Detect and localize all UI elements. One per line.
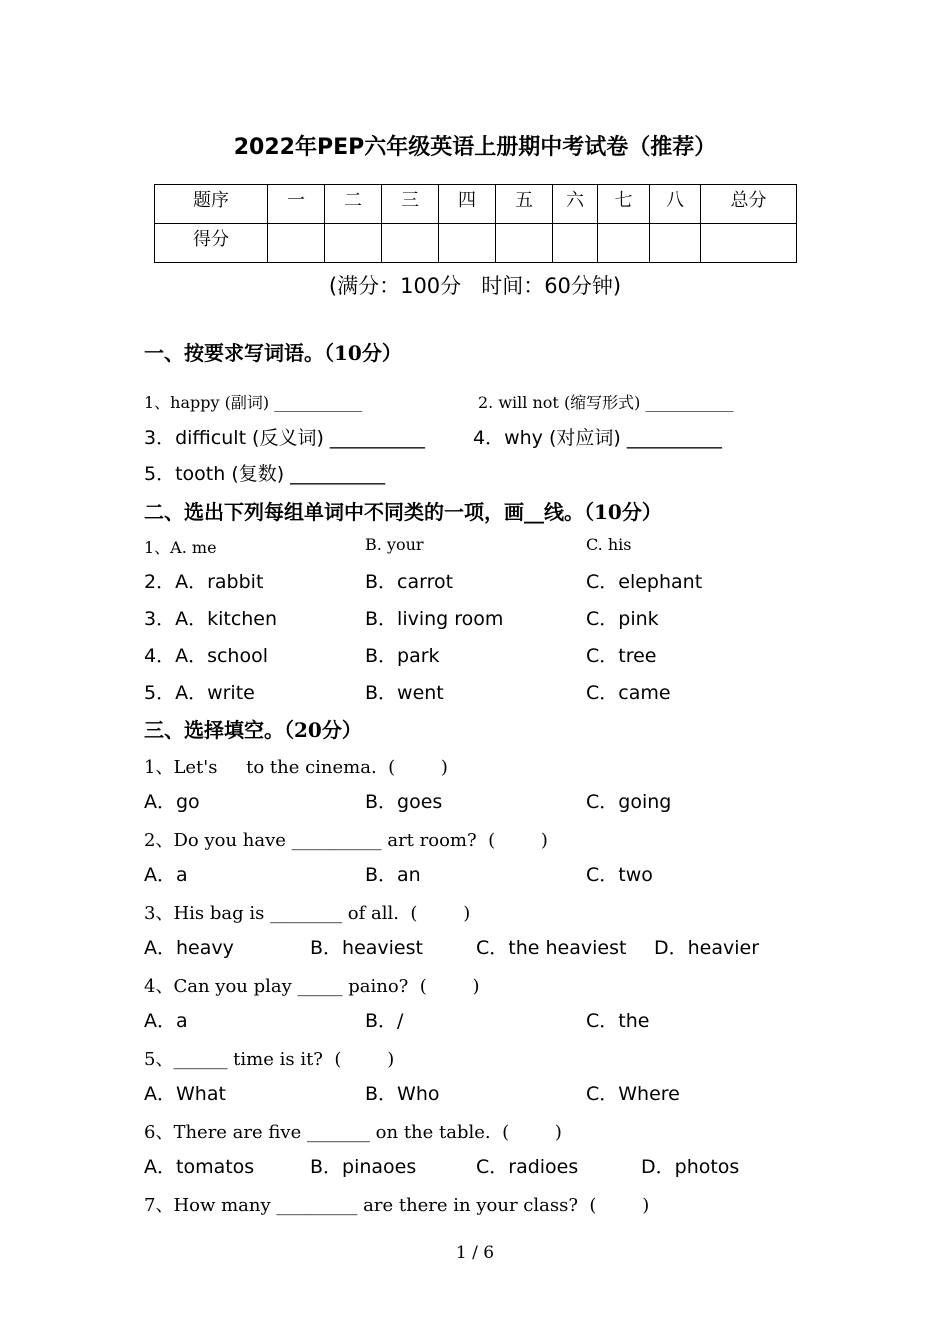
option-b: B．carrot xyxy=(365,571,454,593)
section-heading-3: 三、选择填空。（20分） xyxy=(144,718,362,742)
score-table xyxy=(154,184,797,263)
option-c: C．Where xyxy=(586,1083,680,1105)
score-cell xyxy=(496,224,553,263)
question-stem: 3、His bag is ________ of all. ( ) xyxy=(144,903,471,924)
option-c: C．two xyxy=(586,864,653,886)
page-number: 1 / 6 xyxy=(455,1243,495,1263)
score-cell xyxy=(701,224,797,263)
option-c: C．going xyxy=(586,791,672,813)
table-header-cell: 六 xyxy=(553,185,598,224)
question-stem: 4、Can you play _____ paino? ( ) xyxy=(144,976,480,997)
option-c: C．tree xyxy=(586,645,657,667)
option-c: C．the heaviest xyxy=(476,937,627,959)
option-b: B. your xyxy=(365,535,424,554)
option-a: 2．A．rabbit xyxy=(144,571,264,593)
option-b: B．Who xyxy=(365,1083,440,1105)
option-c: C．radioes xyxy=(476,1156,579,1178)
option-a: A．tomatos xyxy=(144,1156,255,1178)
score-time-note: (满分：100分 时间：60分钟) xyxy=(328,274,622,298)
option-b: B．/ xyxy=(365,1010,404,1032)
option-b: B．heaviest xyxy=(310,937,423,959)
score-cell xyxy=(553,224,598,263)
option-c: C．elephant xyxy=(586,571,703,593)
option-a: 1、A. me xyxy=(144,538,217,557)
question-stem: 2、Do you have __________ art room? ( ) xyxy=(144,830,548,851)
score-table-row xyxy=(155,224,797,263)
table-header-cell: 二 xyxy=(325,185,382,224)
option-a: A．a xyxy=(144,864,188,886)
option-a: A．What xyxy=(144,1083,226,1105)
score-cell xyxy=(650,224,701,263)
score-cell xyxy=(382,224,439,263)
option-b: B．pinaoes xyxy=(310,1156,417,1178)
question-stem: 5、______ time is it? ( ) xyxy=(144,1049,395,1070)
option-d: D．heavier xyxy=(654,937,760,959)
option-c: C．came xyxy=(586,682,671,704)
question-stem: 1、Let's to the cinema. ( ) xyxy=(144,757,448,778)
question-stem: 7、How many _________ are there in your class? ( ) xyxy=(144,1195,650,1216)
row-label: 得分 xyxy=(155,224,268,263)
option-c: C. his xyxy=(586,535,632,554)
score-cell xyxy=(598,224,650,263)
option-a: 4．A．school xyxy=(144,645,269,667)
score-table-header-row xyxy=(155,185,797,224)
option-b: B．park xyxy=(365,645,440,667)
section-heading-2: 二、选出下列每组单词中不同类的一项，画__线。（10分） xyxy=(144,500,662,524)
question-item: 4．why (对应词) __________ xyxy=(473,427,722,449)
table-header-cell: 一 xyxy=(268,185,325,224)
option-c: C．pink xyxy=(586,608,659,630)
score-cell xyxy=(439,224,496,263)
table-header-cell: 三 xyxy=(382,185,439,224)
table-header-cell: 题序 xyxy=(155,185,268,224)
question-item: 1、happy (副词) ___________ xyxy=(144,393,363,412)
option-b: B．an xyxy=(365,864,421,886)
question-item: 3．difficult (反义词) __________ xyxy=(144,427,425,449)
question-item: 2. will not (缩写形式) ___________ xyxy=(478,393,734,412)
table-header-cell: 五 xyxy=(496,185,553,224)
option-a: A．a xyxy=(144,1010,188,1032)
option-a: 5．A．write xyxy=(144,682,255,704)
option-b: B．goes xyxy=(365,791,443,813)
section-heading-1: 一、按要求写词语。（10分） xyxy=(144,341,402,365)
table-header-cell: 七 xyxy=(598,185,650,224)
option-a: A．go xyxy=(144,791,200,813)
page-title: 2022年PEP六年级英语上册期中考试卷（推荐） xyxy=(233,135,717,160)
question-stem: 6、There are five _______ on the table. ( ) xyxy=(144,1122,562,1143)
table-header-cell: 八 xyxy=(650,185,701,224)
score-cell xyxy=(268,224,325,263)
option-b: B．living room xyxy=(365,608,504,630)
question-item: 5．tooth (复数) __________ xyxy=(144,463,386,485)
option-a: A．heavy xyxy=(144,937,234,959)
option-c: C．the xyxy=(586,1010,650,1032)
option-a: 3．A．kitchen xyxy=(144,608,278,630)
score-cell xyxy=(325,224,382,263)
option-b: B．went xyxy=(365,682,444,704)
table-header-cell: 总分 xyxy=(701,185,797,224)
table-header-cell: 四 xyxy=(439,185,496,224)
option-d: D．photos xyxy=(641,1156,740,1178)
